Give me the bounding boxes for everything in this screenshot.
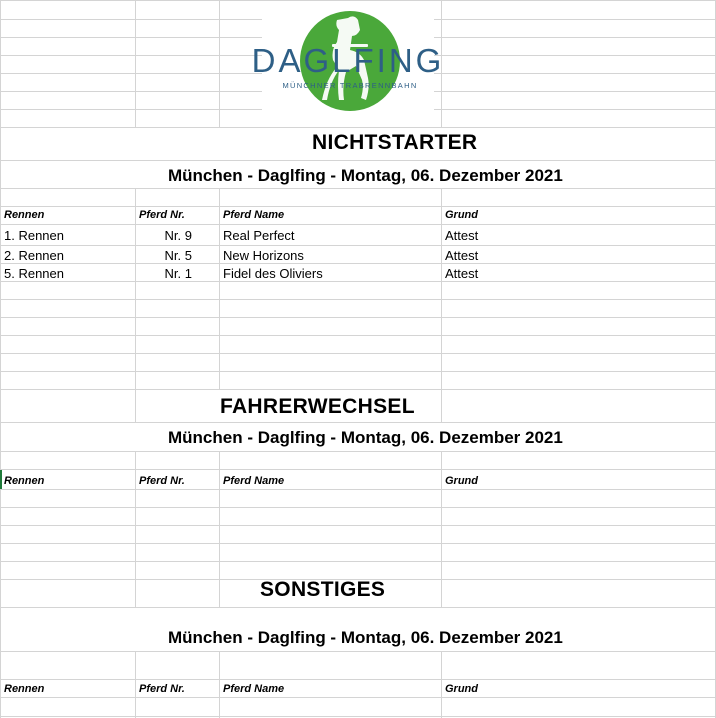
grid-line xyxy=(0,451,716,452)
section-title-nichtstarter: NICHTSTARTER xyxy=(312,131,478,154)
table-cell-grund: Attest xyxy=(445,266,479,281)
section-subtitle: München - Daglfing - Montag, 06. Dezember 2021 xyxy=(168,166,563,185)
column-header-grund: Grund xyxy=(445,683,478,695)
table-cell-pferd-nr: Nr. 5 xyxy=(164,248,192,263)
grid-line xyxy=(0,679,716,680)
grid-line xyxy=(0,607,716,608)
grid-line xyxy=(0,299,716,300)
table-cell-grund: Attest xyxy=(445,228,479,243)
active-cell-marker xyxy=(0,470,2,489)
grid-line xyxy=(0,0,716,1)
logo-subtext: MÜNCHNER TRABRENNBAHN xyxy=(282,81,418,90)
grid-line xyxy=(0,188,716,189)
grid-line xyxy=(0,489,716,490)
grid-line xyxy=(0,389,716,390)
logo-text: DAGLFING xyxy=(251,42,445,79)
column-header-pferd-name: Pferd Name xyxy=(223,209,285,221)
column-header-rennen: Rennen xyxy=(4,209,45,221)
grid-line xyxy=(441,389,442,422)
column-header-pferd-nr: Pferd Nr. xyxy=(139,209,185,221)
table-cell-rennen: 5. Rennen xyxy=(4,266,64,281)
grid-line xyxy=(441,451,442,607)
grid-line xyxy=(219,188,220,389)
grid-line xyxy=(0,716,716,717)
grid-line xyxy=(135,651,136,718)
section-title-fahrerwechsel: FAHRERWECHSEL xyxy=(220,395,415,418)
logo-graphic xyxy=(251,8,445,112)
section-subtitle: München - Daglfing - Montag, 06. Dezember 2021 xyxy=(168,628,563,647)
grid-line xyxy=(0,245,716,246)
grid-line xyxy=(0,422,716,423)
column-header-pferd-nr: Pferd Nr. xyxy=(139,683,185,695)
table-cell-pferd-nr: Nr. 1 xyxy=(164,266,192,281)
grid-line xyxy=(0,206,716,207)
grid-line xyxy=(0,525,716,526)
table-cell-rennen: 2. Rennen xyxy=(4,248,64,263)
grid-line xyxy=(0,353,716,354)
table-cell-pferd-name: Fidel des Oliviers xyxy=(223,266,323,281)
grid-line xyxy=(441,651,442,718)
grid-line xyxy=(0,224,716,225)
grid-line xyxy=(0,651,716,652)
column-header-pferd-name: Pferd Name xyxy=(223,683,285,695)
column-header-grund: Grund xyxy=(445,209,478,221)
grid-line xyxy=(135,451,136,607)
grid-line xyxy=(0,507,716,508)
grid-line xyxy=(0,0,1,718)
section-title-sonstiges: SONSTIGES xyxy=(260,578,386,601)
table-cell-rennen: 1. Rennen xyxy=(4,228,64,243)
table-cell-pferd-name: New Horizons xyxy=(223,248,304,263)
grid-line xyxy=(0,281,716,282)
grid-line xyxy=(0,697,716,698)
grid-line xyxy=(0,127,716,128)
column-header-rennen: Rennen xyxy=(4,475,45,487)
daglfing-logo xyxy=(251,8,445,112)
grid-line xyxy=(441,188,442,389)
table-cell-pferd-nr: Nr. 9 xyxy=(164,228,192,243)
grid-line xyxy=(135,188,136,389)
grid-line xyxy=(0,561,716,562)
grid-line xyxy=(135,0,136,127)
grid-line xyxy=(0,335,716,336)
table-cell-grund: Attest xyxy=(445,248,479,263)
grid-line xyxy=(0,263,716,264)
grid-line xyxy=(0,469,716,470)
column-header-pferd-nr: Pferd Nr. xyxy=(139,475,185,487)
grid-line xyxy=(219,651,220,718)
column-header-grund: Grund xyxy=(445,475,478,487)
grid-line xyxy=(219,0,220,127)
grid-line xyxy=(0,317,716,318)
grid-line xyxy=(0,160,716,161)
grid-line xyxy=(0,543,716,544)
column-header-rennen: Rennen xyxy=(4,683,45,695)
table-cell-pferd-name: Real Perfect xyxy=(223,228,295,243)
grid-line xyxy=(135,389,136,422)
column-header-pferd-name: Pferd Name xyxy=(223,475,285,487)
section-subtitle: München - Daglfing - Montag, 06. Dezember 2021 xyxy=(168,428,563,447)
grid-line xyxy=(0,371,716,372)
grid-line xyxy=(219,451,220,607)
